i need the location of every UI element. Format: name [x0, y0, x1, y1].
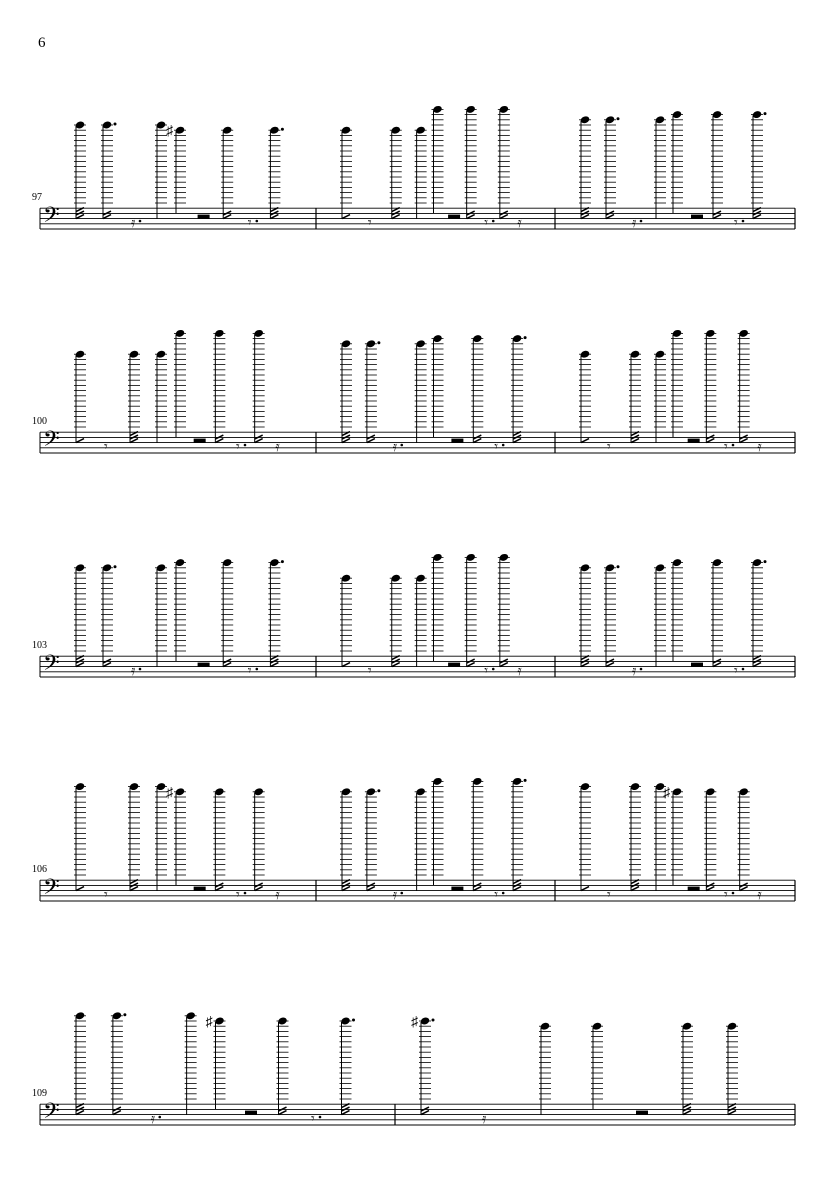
flag	[581, 887, 589, 891]
svg-text:𝄿: 𝄿	[150, 1112, 156, 1127]
note	[365, 339, 381, 442]
svg-text:𝄿: 𝄿	[632, 664, 637, 679]
augmentation-dot	[377, 341, 380, 344]
note	[74, 350, 86, 443]
augmentation-dot	[617, 117, 620, 120]
measure	[166, 124, 284, 231]
measure-number: 106	[32, 864, 47, 876]
svg-text:𝄿: 𝄿	[757, 440, 762, 455]
svg-text:𝄾: 𝄾	[724, 440, 728, 455]
svg-text:𝄿: 𝄿	[275, 440, 280, 455]
measure-number: 103	[32, 640, 47, 652]
svg-text:𝄾: 𝄾	[104, 440, 108, 455]
measure	[340, 574, 427, 679]
flag	[581, 439, 589, 443]
note	[751, 110, 767, 219]
svg-text:𝄾: 𝄾	[104, 888, 108, 903]
note	[629, 782, 641, 891]
half-rest	[691, 215, 703, 219]
note	[277, 1016, 289, 1114]
svg-text:𝄾: 𝄾	[236, 888, 240, 903]
measure-number: 100	[32, 416, 47, 428]
half-rest	[448, 215, 460, 219]
svg-text:𝄾: 𝄾	[484, 216, 488, 231]
svg-text:𝄾: 𝄾	[724, 888, 728, 903]
note	[671, 329, 683, 438]
augmentation-dot	[123, 1013, 126, 1016]
note	[365, 787, 381, 890]
rest-8th	[368, 216, 372, 231]
svg-text:𝄾: 𝄾	[734, 216, 738, 231]
note	[498, 553, 510, 667]
note	[415, 126, 427, 219]
note	[654, 563, 666, 666]
note	[74, 782, 86, 891]
note	[654, 115, 666, 218]
note	[340, 787, 352, 890]
half-rest	[198, 663, 210, 667]
bass-clef: 𝄢	[43, 427, 60, 456]
note	[726, 1022, 738, 1115]
note	[411, 1015, 435, 1115]
staff-system	[32, 553, 795, 680]
rest-16th	[757, 440, 762, 455]
svg-text:𝄾: 𝄾	[734, 664, 738, 679]
sharp-sign: ♯	[663, 785, 670, 801]
note	[654, 350, 666, 443]
half-rest	[451, 439, 463, 443]
sharp-sign: ♯	[205, 1015, 213, 1030]
half-rest	[245, 1111, 257, 1115]
augmentation-dot	[377, 789, 380, 792]
note	[74, 1011, 86, 1114]
svg-text:𝄿: 𝄿	[392, 888, 398, 903]
measure	[432, 334, 527, 455]
measure	[174, 558, 284, 679]
measure	[579, 350, 666, 455]
staff-system	[32, 1011, 795, 1128]
note	[340, 574, 352, 667]
note	[465, 105, 477, 219]
note	[751, 558, 767, 667]
sharp-sign: ♯	[411, 1015, 418, 1030]
note	[253, 787, 265, 890]
note	[111, 1011, 127, 1114]
half-rest	[688, 439, 700, 443]
note	[155, 350, 167, 443]
note	[253, 329, 265, 443]
note	[471, 777, 483, 891]
note	[539, 1022, 551, 1115]
note	[340, 339, 352, 442]
bass-clef: 𝄢	[43, 651, 60, 680]
note	[128, 782, 140, 891]
note	[465, 553, 477, 667]
half-rest	[691, 663, 703, 667]
rest-16th	[275, 440, 280, 455]
note	[415, 339, 427, 442]
note	[579, 563, 591, 666]
svg-text:𝄾: 𝄾	[607, 888, 611, 903]
flag	[76, 887, 84, 891]
note	[432, 553, 444, 662]
svg-text:𝄾: 𝄾	[311, 1112, 315, 1127]
rest-8th	[104, 888, 108, 903]
rest-16th	[517, 664, 522, 679]
half-rest	[194, 439, 206, 443]
note	[738, 329, 750, 443]
note	[663, 786, 683, 886]
measure	[432, 553, 523, 679]
note	[185, 1011, 197, 1114]
note	[738, 787, 750, 890]
rest-8th	[607, 888, 611, 903]
note	[511, 777, 526, 891]
note	[579, 782, 591, 891]
staff-system	[32, 105, 795, 232]
augmentation-dot	[114, 123, 117, 126]
note	[101, 120, 117, 218]
svg-text:𝄿: 𝄿	[131, 216, 136, 231]
page-number: 6	[38, 35, 46, 51]
note	[704, 787, 716, 890]
measure	[74, 120, 167, 231]
note	[432, 777, 444, 886]
augmentation-dot	[281, 560, 284, 563]
note	[128, 350, 140, 443]
svg-text:𝄾: 𝄾	[247, 664, 252, 679]
note	[415, 574, 427, 667]
augmentation-dot	[524, 779, 527, 782]
measure	[591, 1022, 738, 1115]
note	[415, 787, 427, 890]
half-rest	[636, 1111, 648, 1115]
note	[711, 110, 723, 219]
note	[390, 126, 402, 219]
staff-system	[32, 329, 795, 456]
note	[166, 786, 186, 886]
note	[213, 329, 225, 443]
svg-text:𝄾: 𝄾	[494, 440, 498, 455]
rest-16th	[275, 888, 280, 903]
note	[681, 1022, 693, 1115]
svg-text:𝄾: 𝄾	[236, 440, 240, 455]
note	[711, 558, 723, 667]
rest-8th	[368, 664, 372, 679]
svg-text:𝄿: 𝄿	[517, 664, 522, 679]
note	[604, 115, 620, 218]
rest-16th	[482, 1112, 487, 1127]
note	[432, 105, 444, 214]
note	[74, 120, 86, 218]
measure	[671, 558, 767, 679]
note	[604, 563, 620, 666]
measure	[671, 110, 767, 231]
bass-clef: 𝄢	[43, 203, 60, 232]
measure-number: 109	[32, 1088, 47, 1100]
note	[629, 350, 641, 443]
note	[591, 1022, 603, 1110]
svg-text:𝄿: 𝄿	[131, 664, 136, 679]
svg-text:𝄿: 𝄿	[632, 216, 637, 231]
note	[471, 334, 483, 443]
svg-text:𝄿: 𝄿	[392, 440, 398, 455]
measure	[340, 126, 427, 231]
note	[174, 558, 186, 661]
measure	[671, 329, 762, 455]
note	[704, 329, 716, 443]
augmentation-dot	[524, 336, 527, 339]
bass-clef: 𝄢	[43, 1099, 60, 1128]
bass-clef: 𝄢	[43, 875, 60, 904]
flag	[342, 215, 350, 219]
augmentation-dot	[114, 565, 117, 568]
note	[671, 558, 683, 661]
note	[74, 563, 86, 666]
augmentation-dot	[617, 565, 620, 568]
note	[340, 126, 352, 219]
svg-text:𝄾: 𝄾	[367, 216, 372, 231]
measure	[74, 350, 167, 455]
half-rest	[451, 887, 463, 891]
rest-8th	[104, 440, 108, 455]
augmentation-dot	[432, 1019, 435, 1022]
note	[166, 124, 186, 213]
svg-text:𝄿: 𝄿	[482, 1112, 487, 1127]
svg-text:𝄾: 𝄾	[367, 664, 372, 679]
note	[579, 350, 591, 443]
svg-text:𝄿: 𝄿	[757, 888, 762, 903]
systems-container	[32, 105, 795, 1128]
svg-text:𝄿: 𝄿	[517, 216, 522, 231]
measure-number: 97	[32, 192, 42, 204]
note	[174, 329, 186, 438]
sharp-sign: ♯	[166, 124, 173, 140]
augmentation-dot	[352, 1019, 355, 1022]
note	[213, 787, 225, 890]
flag	[76, 439, 84, 443]
rest-16th	[757, 888, 762, 903]
note	[432, 334, 444, 437]
augmentation-dot	[764, 112, 767, 115]
measure	[74, 782, 167, 903]
note	[221, 558, 233, 667]
note	[101, 563, 117, 666]
half-rest	[194, 887, 206, 891]
measure	[174, 329, 280, 455]
note	[268, 558, 284, 667]
note	[155, 563, 167, 666]
augmentation-dot	[281, 128, 284, 131]
note	[221, 126, 233, 219]
half-rest	[448, 663, 460, 667]
measure	[432, 777, 527, 903]
rest-8th	[607, 440, 611, 455]
half-rest	[688, 887, 700, 891]
note	[671, 110, 683, 213]
svg-text:𝄾: 𝄾	[607, 440, 611, 455]
rest-16th	[517, 216, 522, 231]
note	[268, 126, 284, 219]
note	[206, 1015, 226, 1109]
staff-system	[32, 777, 795, 904]
note	[498, 105, 510, 219]
svg-text:𝄾: 𝄾	[484, 664, 488, 679]
note	[340, 1016, 356, 1114]
measure	[411, 1015, 551, 1127]
svg-text:𝄾: 𝄾	[247, 216, 252, 231]
note	[390, 574, 402, 667]
measure	[206, 1015, 356, 1127]
half-rest	[198, 215, 210, 219]
measure	[432, 105, 523, 231]
note	[579, 115, 591, 218]
augmentation-dot	[764, 560, 767, 563]
sharp-sign: ♯	[166, 785, 173, 801]
svg-text:𝄿: 𝄿	[275, 888, 280, 903]
flag	[342, 663, 350, 667]
measure	[579, 782, 666, 903]
note	[511, 334, 526, 443]
svg-text:𝄾: 𝄾	[494, 888, 498, 903]
